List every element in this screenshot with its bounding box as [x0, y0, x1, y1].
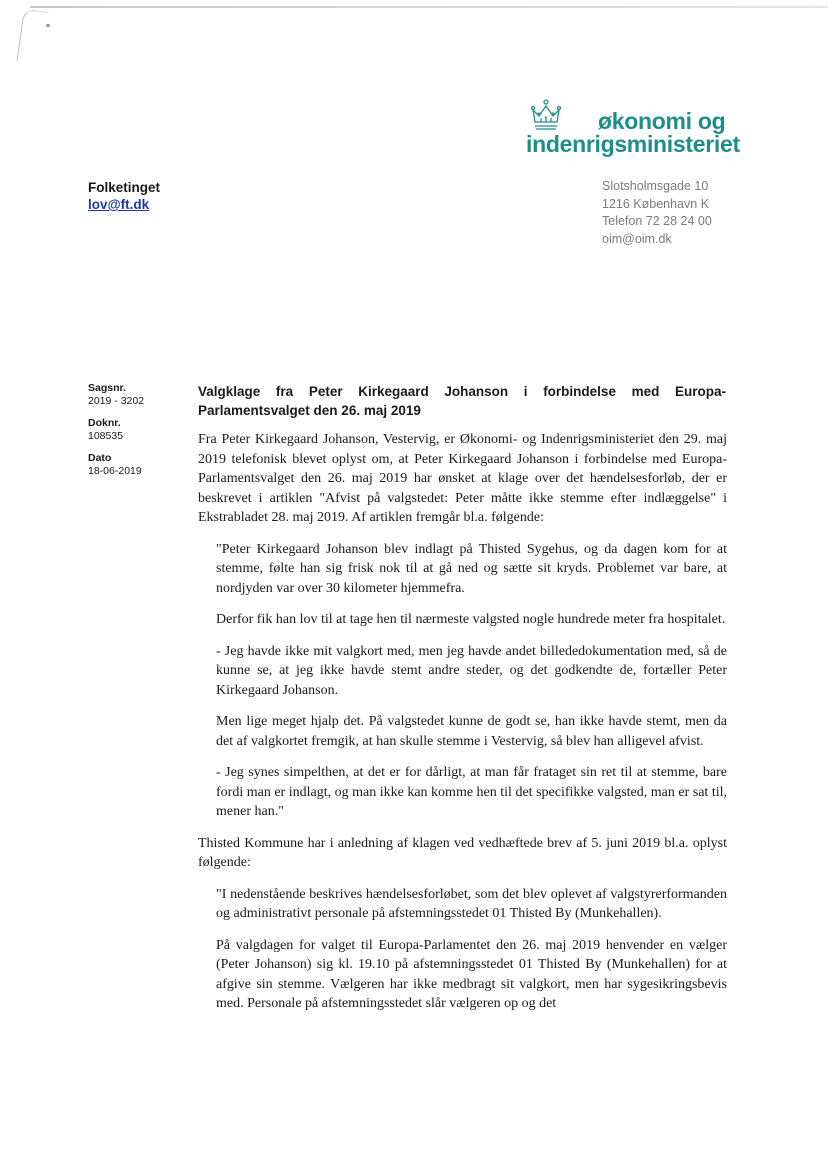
recipient-block: [88, 179, 160, 213]
body-paragraph: Thisted Kommune har i anledning af klagen ved vedhæftede brev af 5. juni 2019 bl.a. oplyst følgende:: [198, 835, 727, 870]
logo-text-line2: indenrigsministeriet: [526, 131, 740, 157]
sender-address-block: [602, 178, 712, 248]
address-street: Slotsholmsgade 10: [602, 179, 709, 193]
body-paragraph: Fra Peter Kirkegaard Johanson, Vestervig, er Økonomi- og Indenrigsministeriet den 29. maj 2019 telefonisk blevet oplyst om, at Peter Kirkegaard Johanson i forbindelse med Europa-Parlamentsvalget den 26. maj 2019 har ønsket at klage over det hændelsesforløb, der er beskrevet i artiklen "Afvist på valgstedet: Peter måtte ikke stemme efter indlæggelse" i Ekstrabladet 28. maj 2019. Af artiklen fremgår bl.a. følgende:: [198, 432, 727, 525]
recipient-email-link[interactable]: lov@ft.dk: [88, 197, 150, 212]
letter-body: [198, 430, 727, 1026]
scan-speck: [46, 24, 50, 27]
crown-icon: [528, 98, 564, 132]
logo-text-line1: økonomi og: [598, 108, 726, 134]
address-city: 1216 København K: [602, 196, 710, 211]
quoted-paragraph: Men lige meget hjalp det. På valgstedet kunne de godt se, han ikke havde stemt, men da det af valgkortet fremgik, at han skulle stemme i Vestervig, så blev han alligevel afvist.: [216, 714, 727, 749]
ministry-logo: [526, 98, 740, 162]
date-value: 18-06-2019: [88, 465, 142, 477]
quoted-paragraph: På valgdagen for valget til Europa-Parlamentet den 26. maj 2019 henvender en vælger (Peter Johanson) sig kl. 19.10 på afstemningsstedet 01 Thisted By (Munkehallen) for at afgive sin stemme. Vælgeren har ikke medbragt sit valgkort, men har sygesikringsbevis med. Personale på afstemningsstedet slår vælgeren op og det: [216, 937, 727, 1011]
recipient-name: Folketinget: [88, 180, 161, 195]
case-metadata: [88, 382, 178, 487]
quoted-paragraph: "Peter Kirkegaard Johanson blev indlagt på Thisted Sygehus, og da dagen kom for at stemme, følte han sig frisk nok til at gå ned og sætte sit kryds. Problemet var bare, at nordjyden var over 30 kilometer hjemmefra.: [216, 541, 727, 596]
quoted-paragraph: "I nedenstående beskrives hændelsesforløbet, som det blev oplevet af valgstyrerformanden og administrativt personale på afstemningsstedet 01 Thisted By (Munkehallen).: [216, 886, 727, 921]
document-number-value: 108535: [88, 430, 124, 442]
case-number-label: Sagsnr.: [88, 382, 126, 394]
case-number-value: 2019 - 3202: [88, 395, 145, 407]
document-number-label: Doknr.: [88, 417, 121, 429]
quoted-paragraph: - Jeg havde ikke mit valgkort med, men jeg havde andet billededokumentation med, så de kunne se, at jeg ikke havde stemt andre steder, og det godkendte de, fortæller Peter Kirkegaard Johanson.: [216, 643, 727, 698]
letter-subject: Valgklage fra Peter Kirkegaard Johanson i forbindelse med Europa-Parlamentsvalget den 26. maj 2019: [198, 384, 726, 418]
scan-edge-line: [30, 6, 828, 8]
scan-artifact: [16, 9, 48, 65]
address-phone: Telefon 72 28 24 00: [602, 214, 712, 228]
date-label: Dato: [88, 452, 112, 464]
address-email: oim@oim.dk: [602, 231, 672, 246]
quoted-paragraph: Derfor fik han lov til at tage hen til nærmeste valgsted nogle hundrede meter fra hospitalet.: [216, 612, 726, 627]
quoted-paragraph: - Jeg synes simpelthen, at det er for dårligt, at man får frataget sin ret til at stemme, bare fordi man er indlagt, og man ikke kan komme hen til det specifikke valgsted, man er sat til, mener han.": [216, 765, 727, 819]
